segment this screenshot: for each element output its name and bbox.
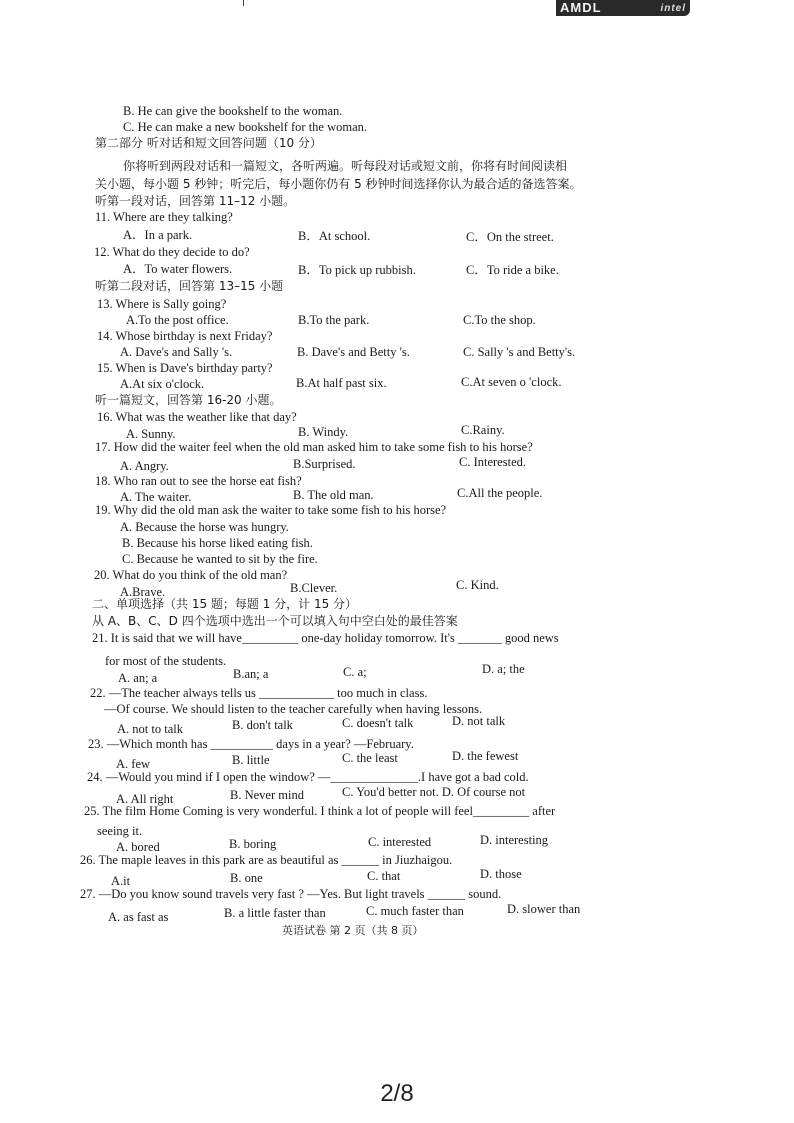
q11-option-a: A．In a park.: [123, 228, 193, 242]
section-heading-multiple-choice: 二、单项选择（共 15 题；每题 1 分，计 15 分）: [92, 597, 358, 611]
q12-option-b: B．To pick up rubbish.: [298, 263, 416, 277]
question-22: 22. —The teacher always tells us ____________ too much in class.: [90, 686, 428, 700]
question-24: 24. —Would you mind if I open the window? —______________.I have got a bad cold.: [87, 770, 529, 784]
passage-instruction: 听一篇短文，回答第 16-20 小题。: [95, 393, 282, 407]
q22-option-a: A. not to talk: [117, 722, 183, 736]
q17-option-b: B.Surprised.: [293, 457, 356, 471]
q21-option-c: C. a;: [343, 665, 367, 679]
q13-option-a: A.To the post office.: [126, 313, 229, 327]
q25-option-c: C. interested: [368, 835, 432, 849]
q27-option-d: D. slower than: [507, 902, 581, 916]
page-indicator: 2/8: [380, 1080, 414, 1107]
q24-option-a: A. All right: [116, 792, 174, 806]
question-20: 20. What do you think of the old man?: [94, 568, 288, 582]
q20-option-a: A.Brave.: [120, 585, 166, 599]
q22-option-c: C. doesn't talk: [342, 716, 414, 730]
dialogue1-instruction: 听第一段对话，回答第 11–12 小题。: [95, 194, 296, 208]
question-23: 23. —Which month has __________ days in a year? —February.: [88, 737, 414, 751]
q21-option-b: B.an; a: [233, 667, 269, 681]
question-26: 26. The maple leaves in this park are as beautiful as ______ in Jiuzhaigou.: [80, 853, 453, 867]
q22-option-d: D. not talk: [452, 714, 506, 728]
question-19: 19. Why did the old man ask the waiter to take some fish to his horse?: [95, 503, 447, 517]
logo-text: AMDL: [560, 0, 602, 15]
question-13: 13. Where is Sally going?: [97, 297, 227, 311]
logo-suffix: intel: [660, 3, 686, 14]
q26-option-a: A.it: [111, 874, 131, 888]
q26-option-d: D. those: [480, 867, 522, 881]
question-18: 18. Who ran out to see the horse eat fish?: [95, 474, 302, 488]
q19-option-c: C. Because he wanted to sit by the fire.: [122, 552, 318, 566]
q26-option-c: C. that: [367, 869, 401, 883]
q18-option-a: A. The waiter.: [120, 490, 192, 504]
q22-option-b: B. don't talk: [232, 718, 293, 732]
q14-option-a: A. Dave's and Sally 's.: [120, 345, 233, 359]
q25-option-d: D. interesting: [480, 833, 549, 847]
q16-option-a: A. Sunny.: [126, 427, 176, 441]
q19-option-a: A. Because the horse was hungry.: [120, 520, 289, 534]
q12-option-a: A．To water flowers.: [123, 262, 233, 276]
q16-option-b: B. Windy.: [298, 425, 349, 439]
q24-option-b: B. Never mind: [230, 788, 304, 802]
q26-option-b: B. one: [230, 871, 263, 885]
q14-option-c: C. Sally 's and Betty's.: [463, 345, 576, 359]
question-25: 25. The film Home Coming is very wonderful. I think a lot of people will feel_________ after: [84, 804, 556, 818]
q25-option-a: A. bored: [116, 840, 160, 854]
q13-option-c: C.To the shop.: [463, 313, 536, 327]
dialogue2-instruction: 听第二段对话，回答第 13–15 小题: [95, 279, 284, 293]
question-15: 15. When is Dave's birthday party?: [97, 361, 273, 375]
instruction-line-2: 关小题，每小题 5 秒钟；听完后，每小题你仍有 5 秒钟时间选择你认为最合适的备选答案。: [95, 177, 582, 191]
question-14: 14. Whose birthday is next Friday?: [97, 329, 273, 343]
q20-option-b: B.Clever.: [290, 581, 338, 595]
q21-option-a: A. an; a: [118, 671, 158, 685]
q23-option-b: B. little: [232, 753, 270, 767]
q19-option-b: B. Because his horse liked eating fish.: [122, 536, 313, 550]
q15-option-a: A.At six o'clock.: [120, 377, 205, 391]
q23-option-d: D. the fewest: [452, 749, 519, 763]
q14-option-b: B. Dave's and Betty 's.: [297, 345, 410, 359]
page-footer: 英语试卷 第 2 页（共 8 页）: [282, 924, 424, 937]
line-option-b: B. He can give the bookshelf to the woman.: [123, 104, 343, 118]
q20-option-c: C. Kind.: [456, 578, 499, 592]
q17-option-c: C. Interested.: [459, 455, 526, 469]
instruction-line-1: 你将听到两段对话和一篇短文，各听两遍。听每段对话或短文前，你将有时间阅读相: [123, 159, 568, 173]
q18-option-c: C.All the people.: [457, 486, 543, 500]
q15-option-b: B.At half past six.: [296, 376, 387, 390]
q11-option-b: B．At school.: [298, 229, 371, 243]
q13-option-b: B.To the park.: [298, 313, 370, 327]
question-12: 12. What do they decide to do?: [94, 245, 250, 259]
question-17: 17. How did the waiter feel when the old man asked him to take some fish to his horse?: [95, 440, 533, 454]
q25-option-b: B. boring: [229, 837, 277, 851]
q27-option-c: C. much faster than: [366, 904, 464, 918]
scan-mark: [243, 0, 244, 6]
q21-option-d: D. a; the: [482, 662, 525, 676]
q15-option-c: C.At seven o 'clock.: [461, 375, 562, 389]
line-option-c: C. He can make a new bookshelf for the woman.: [123, 120, 368, 134]
q24-option-c-d: C. You'd better not. D. Of course not: [342, 785, 526, 799]
q17-option-a: A. Angry.: [120, 459, 169, 473]
watermark-logo: [556, 0, 690, 16]
q23-option-c: C. the least: [342, 751, 398, 765]
question-25-continued: seeing it.: [97, 824, 143, 838]
q18-option-b: B. The old man.: [293, 488, 374, 502]
multiple-choice-instruction: 从 A、B、C、D 四个选项中选出一个可以填入句中空白处的最佳答案: [92, 614, 458, 628]
q23-option-a: A. few: [116, 757, 151, 771]
question-22-continued: —Of course. We should listen to the teacher carefully when having lessons.: [104, 702, 483, 716]
question-16: 16. What was the weather like that day?: [97, 410, 297, 424]
q12-option-c: C．To ride a bike.: [466, 263, 559, 277]
q16-option-c: C.Rainy.: [461, 423, 505, 437]
q27-option-b: B. a little faster than: [224, 906, 326, 920]
section-heading-part2: 第二部分 听对话和短文回答问题（10 分）: [95, 136, 322, 150]
question-21-continued: for most of the students.: [105, 654, 227, 668]
question-27: 27. —Do you know sound travels very fast ? —Yes. But light travels ______ sound.: [80, 887, 502, 901]
question-11: 11. Where are they talking?: [95, 210, 233, 224]
q11-option-c: C．On the street.: [466, 230, 554, 244]
question-21: 21. It is said that we will have_________ one-day holiday tomorrow. It's _______ good news: [92, 631, 559, 645]
q27-option-a: A. as fast as: [108, 910, 169, 924]
